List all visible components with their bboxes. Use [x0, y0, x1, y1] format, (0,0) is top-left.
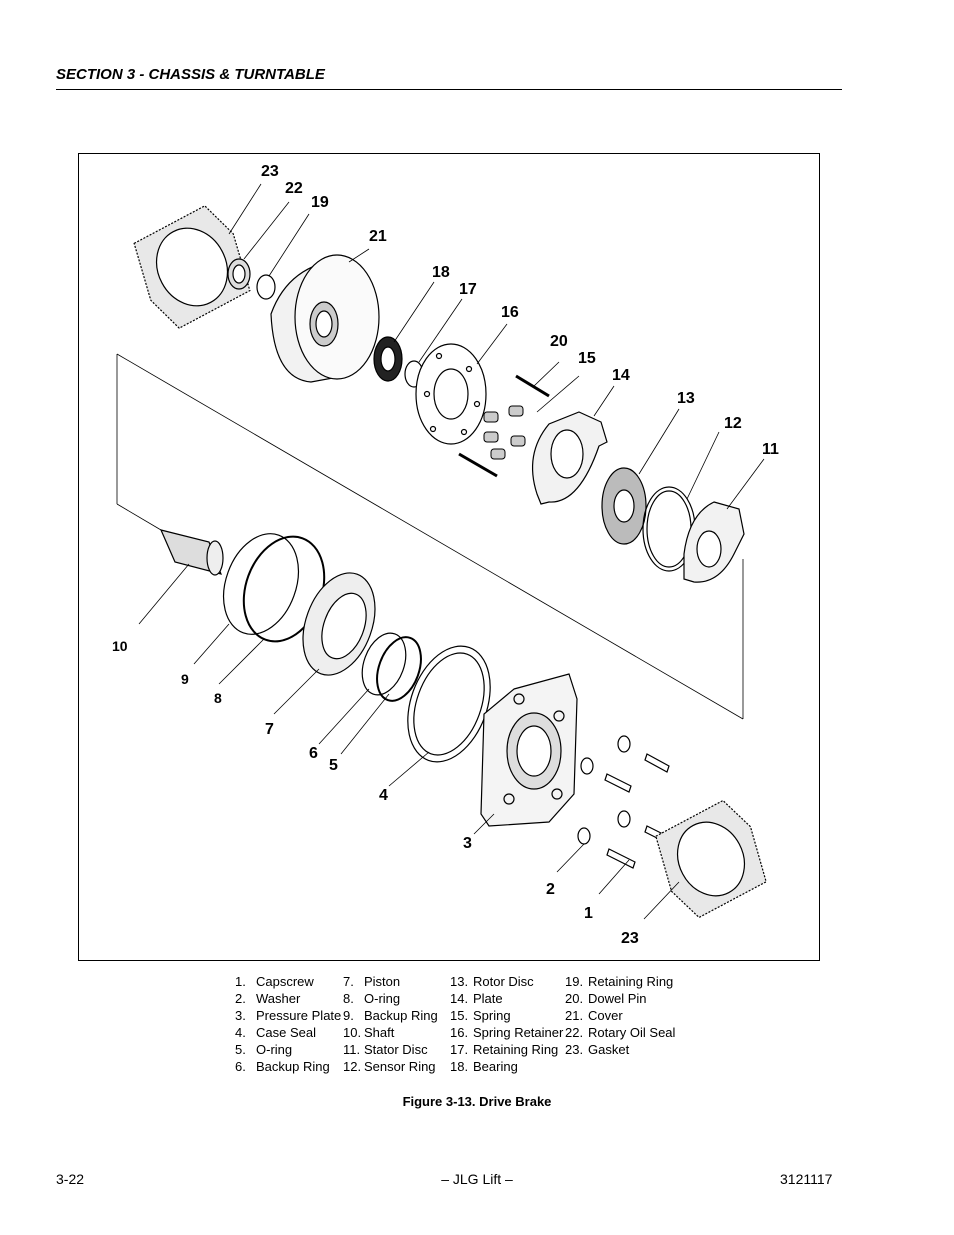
legend-item: 18. Bearing	[450, 1059, 518, 1074]
legend-item: 9. Backup Ring	[343, 1008, 438, 1023]
legend-item: 16. Spring Retainer	[450, 1025, 564, 1040]
callout-16: 16	[501, 304, 519, 321]
figure-caption: Figure 3-13. Drive Brake	[402, 1094, 552, 1109]
footer-page-number: 3-22	[56, 1171, 85, 1187]
legend-item: 13. Rotor Disc	[450, 974, 534, 989]
cover-illustration	[271, 255, 379, 382]
callout-1: 1	[584, 905, 593, 922]
footer-document-number: 3121117	[780, 1171, 833, 1187]
legend-item: 10. Shaft	[343, 1025, 395, 1040]
dowel-pin-illustration	[516, 376, 549, 396]
rotor-disc-illustration	[602, 468, 646, 544]
legend-item: 6. Backup Ring	[235, 1059, 330, 1074]
legend-item: 7. Piston	[343, 974, 401, 989]
legend-item: 14. Plate	[450, 991, 503, 1006]
legend-item: 20. Dowel Pin	[565, 991, 647, 1006]
callout-5: 5	[329, 757, 338, 774]
gasket-bottom-illustration	[645, 795, 776, 923]
callout-4: 4	[379, 787, 388, 804]
legend-item: 19. Retaining Ring	[565, 974, 674, 989]
shaft-illustration	[161, 530, 223, 575]
callout-12: 12	[724, 415, 742, 432]
callout-23-top: 23	[261, 163, 279, 180]
legend-item: 21. Cover	[565, 1008, 623, 1023]
callout-20: 20	[550, 333, 568, 350]
legend-item: 8. O-ring	[343, 991, 401, 1006]
drive-brake-exploded-diagram	[79, 154, 821, 962]
callout-9: 9	[181, 671, 189, 687]
legend-item: 1. Capscrew	[235, 974, 314, 989]
callout-8: 8	[214, 690, 222, 706]
legend-item: 12. Sensor Ring	[343, 1059, 436, 1074]
callout-7: 7	[265, 721, 274, 738]
callout-6: 6	[309, 745, 318, 762]
piston-illustration	[290, 563, 388, 685]
callout-22: 22	[285, 180, 303, 197]
callout-18: 18	[432, 264, 450, 281]
legend-column-4	[565, 973, 675, 1058]
legend-item: 17. Retaining Ring	[450, 1042, 559, 1057]
legend-item: 3. Pressure Plate	[235, 1008, 342, 1023]
callout-2: 2	[546, 881, 555, 898]
washers-and-capscrews-illustration	[578, 736, 671, 868]
footer-publisher: – JLG Lift –	[441, 1171, 513, 1187]
callout-21: 21	[369, 228, 387, 245]
legend-item: 5. O-ring	[235, 1042, 293, 1057]
retaining-ring-19-illustration	[257, 275, 275, 299]
spring-retainer-illustration	[416, 344, 486, 444]
callout-3: 3	[463, 835, 472, 852]
legend-item: 22. Rotary Oil Seal	[565, 1025, 676, 1040]
legend-column-3	[450, 973, 563, 1075]
callout-23-bottom: 23	[621, 930, 639, 947]
legend-item: 23. Gasket	[565, 1042, 630, 1057]
legend-item: 2. Washer	[235, 991, 301, 1006]
legend-column-1	[235, 973, 341, 1075]
legend-item: 4. Case Seal	[235, 1025, 316, 1040]
callout-11: 11	[762, 441, 779, 458]
plate-illustration	[533, 412, 607, 504]
callout-13: 13	[677, 390, 695, 407]
legend-item: 11. Stator Disc	[343, 1042, 428, 1057]
figure-frame	[78, 153, 820, 961]
callout-10: 10	[112, 638, 128, 654]
legend-item: 15. Spring	[450, 1008, 511, 1023]
backup-ring-9-illustration	[210, 523, 311, 645]
callout-19: 19	[311, 194, 329, 211]
header-rule	[56, 89, 842, 90]
legend-column-2	[343, 973, 438, 1075]
section-header: SECTION 3 - CHASSIS & TURNTABLE	[56, 66, 325, 83]
springs-illustration	[484, 406, 525, 459]
pressure-plate-illustration	[481, 674, 577, 826]
callout-15: 15	[578, 350, 596, 367]
callout-17: 17	[459, 281, 477, 298]
callout-14: 14	[612, 367, 630, 384]
